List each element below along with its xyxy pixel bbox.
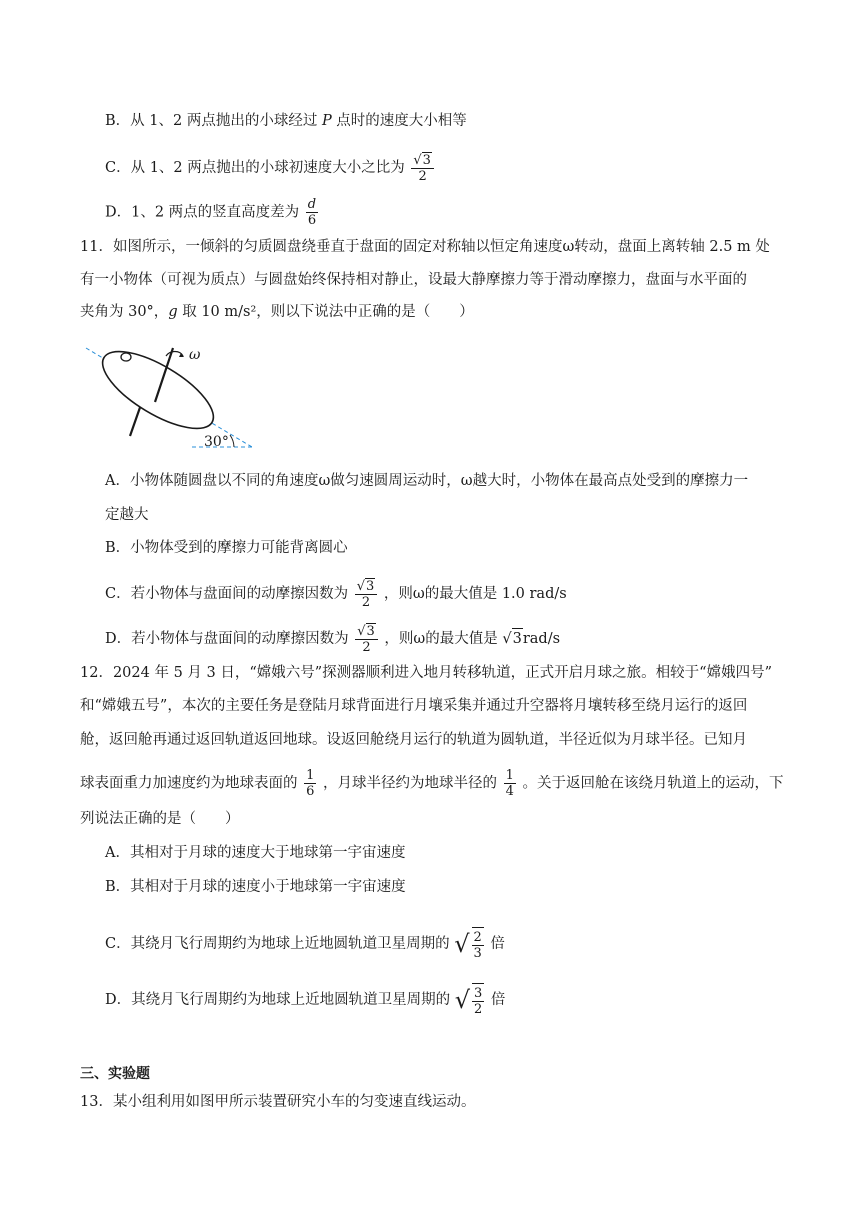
q13-stem-line1: 13．某小组利用如图甲所示装置研究小车的匀变速直线运动。 xyxy=(80,1094,476,1110)
q11-option-d xyxy=(105,623,560,655)
q10-option-d-fraction xyxy=(306,197,318,228)
q10-option-d xyxy=(105,197,320,228)
q11-option-d-text-mid: ，则ω的最大值是 xyxy=(384,631,498,647)
fraction-numerator: d xyxy=(307,197,317,212)
fraction-numerator: 3 xyxy=(474,986,483,1001)
q11-option-b: B．小物体受到的摩擦力可能背离圆心 xyxy=(105,540,348,556)
fraction-denominator: 2 xyxy=(418,169,427,184)
q12-option-b: B．其相对于月球的速度小于地球第一宇宙速度 xyxy=(105,879,406,895)
q11-option-d-root: √3 xyxy=(502,631,522,647)
fraction-numerator: 1 xyxy=(306,768,315,783)
small-object xyxy=(121,353,131,361)
q12-stem-line4-c: 。关于返回舱在该绕月轨道上的运动，下 xyxy=(522,775,784,792)
q10-option-b-var: P xyxy=(321,113,332,129)
q12-stem-line4-a: 球表面重力加速度约为地球表面的 xyxy=(80,775,298,792)
root-value: 3 xyxy=(512,628,523,649)
q12-option-a: A．其相对于月球的速度大于地球第一宇宙速度 xyxy=(105,845,406,861)
q12-option-c-text-end: 倍 xyxy=(490,936,505,952)
fraction-denominator: 6 xyxy=(307,213,317,228)
q11-option-c-text-end: ，则ω的最大值是 1.0 rad/s xyxy=(383,586,567,602)
q10-option-b-text: B．从 1、2 两点抛出的小球经过 xyxy=(105,113,322,129)
fraction-denominator: 3 xyxy=(473,946,482,961)
q12-stem-line2: 和“嫦娥五号”，本次的主要任务是登陆月球背面进行月壤采集并通过升空器将月壤转移至绕月运行的返回 xyxy=(80,698,748,714)
angle-arc xyxy=(230,435,234,447)
q11-stem-line3-b: 取 10 m/s²，则以下说法中正确的是（ ） xyxy=(177,304,474,320)
fraction-denominator: 2 xyxy=(362,640,371,655)
fraction-denominator: 4 xyxy=(505,784,514,799)
q12-stem-line5: 列说法正确的是（ ） xyxy=(80,811,240,827)
q11-option-c-text: C．若小物体与盘面间的动摩擦因数为 xyxy=(105,586,349,602)
q11-stem-line3-a: 夹角为 30°， xyxy=(80,304,169,320)
q11-option-c xyxy=(105,578,567,610)
q11-option-a-line2: 定越大 xyxy=(105,507,149,523)
q12-option-c-text: C．其绕月飞行周期约为地球上近地圆轨道卫星周期的 xyxy=(105,936,450,952)
q12-option-d-sqrt: √ $\frac{3}{2}$ xyxy=(455,983,487,1017)
fraction-denominator: 2 xyxy=(361,595,371,610)
section-title: 三、实验题 xyxy=(80,1066,150,1082)
q11-option-c-fraction: $\frac{√3}{2}$ xyxy=(355,578,378,610)
q11-stem-line1: 11．如图所示，一倾斜的匀质圆盘绕垂直于盘面的固定对称轴以恒定角速度ω转动，盘面上离转轴 2.5 m 处 xyxy=(80,239,770,255)
q10-option-c-text: C．从 1、2 两点抛出的小球初速度大小之比为 xyxy=(105,160,405,176)
fraction-denominator: 6 xyxy=(306,784,315,799)
q11-option-d-unit: rad/s xyxy=(522,631,561,647)
q11-stem-line2: 有一小物体（可视为质点）与圆盘始终保持相对静止，设最大静摩擦力等于滑动摩擦力，盘面与水平面的 xyxy=(80,272,747,288)
q12-fraction-gravity xyxy=(304,768,316,799)
omega-label: ω xyxy=(189,347,201,363)
fraction-numerator: 1 xyxy=(505,768,514,783)
q12-stem-line1: 12．2024 年 5 月 3 日，“嫦娥六号”探测器顺利进入地月转移轨道，正式开启月球之旅。相较于“嫦娥四号” xyxy=(80,665,772,681)
tilted-disk-figure xyxy=(82,340,257,455)
q12-option-d xyxy=(105,983,505,1017)
q11-stem-g: g xyxy=(168,304,178,320)
fraction-denominator: 2 xyxy=(474,1002,483,1017)
q12-stem-line3: 舱，返回舱再通过返回轨道返回地球。设返回舱绕月运行的轨道为圆轨道，半径近似为月球半径。已知月 xyxy=(80,732,747,748)
fraction-numerator: 3 xyxy=(422,153,431,168)
fraction-numerator: 3 xyxy=(366,624,375,639)
q12-option-d-text: D．其绕月飞行周期约为地球上近地圆轨道卫星周期的 xyxy=(105,992,451,1008)
q12-stem-line4 xyxy=(80,768,784,799)
q10-option-c xyxy=(105,152,436,184)
q12-fraction-radius xyxy=(504,768,516,799)
q10-option-c-fraction: $\frac{√3}{2}$ xyxy=(411,152,434,184)
q12-stem-line4-b: ，月球半径约为地球半径的 xyxy=(323,775,497,792)
angle-label: 30° xyxy=(204,434,229,450)
q10-option-b-text-end: 点时的速度大小相等 xyxy=(331,113,467,129)
q11-option-d-fraction: $\frac{√3}{2}$ xyxy=(355,623,378,655)
q10-option-d-text: D．1、2 两点的竖直高度差为 xyxy=(105,204,300,221)
q10-option-b xyxy=(105,111,467,131)
q12-option-c xyxy=(105,927,505,961)
q11-option-d-text: D．若小物体与盘面间的动摩擦因数为 xyxy=(105,631,349,647)
fraction-numerator: 3 xyxy=(366,579,375,594)
q11-stem-line3 xyxy=(80,302,474,322)
q12-option-c-sqrt: √ $\frac{2}{3}$ xyxy=(454,927,486,961)
q12-option-d-text-end: 倍 xyxy=(490,992,506,1008)
fraction-numerator: 2 xyxy=(473,930,482,945)
q11-option-a-line1: A．小物体随圆盘以不同的角速度ω做匀速圆周运动时，ω越大时，小物体在最高点处受到的摩擦力一 xyxy=(105,473,749,489)
